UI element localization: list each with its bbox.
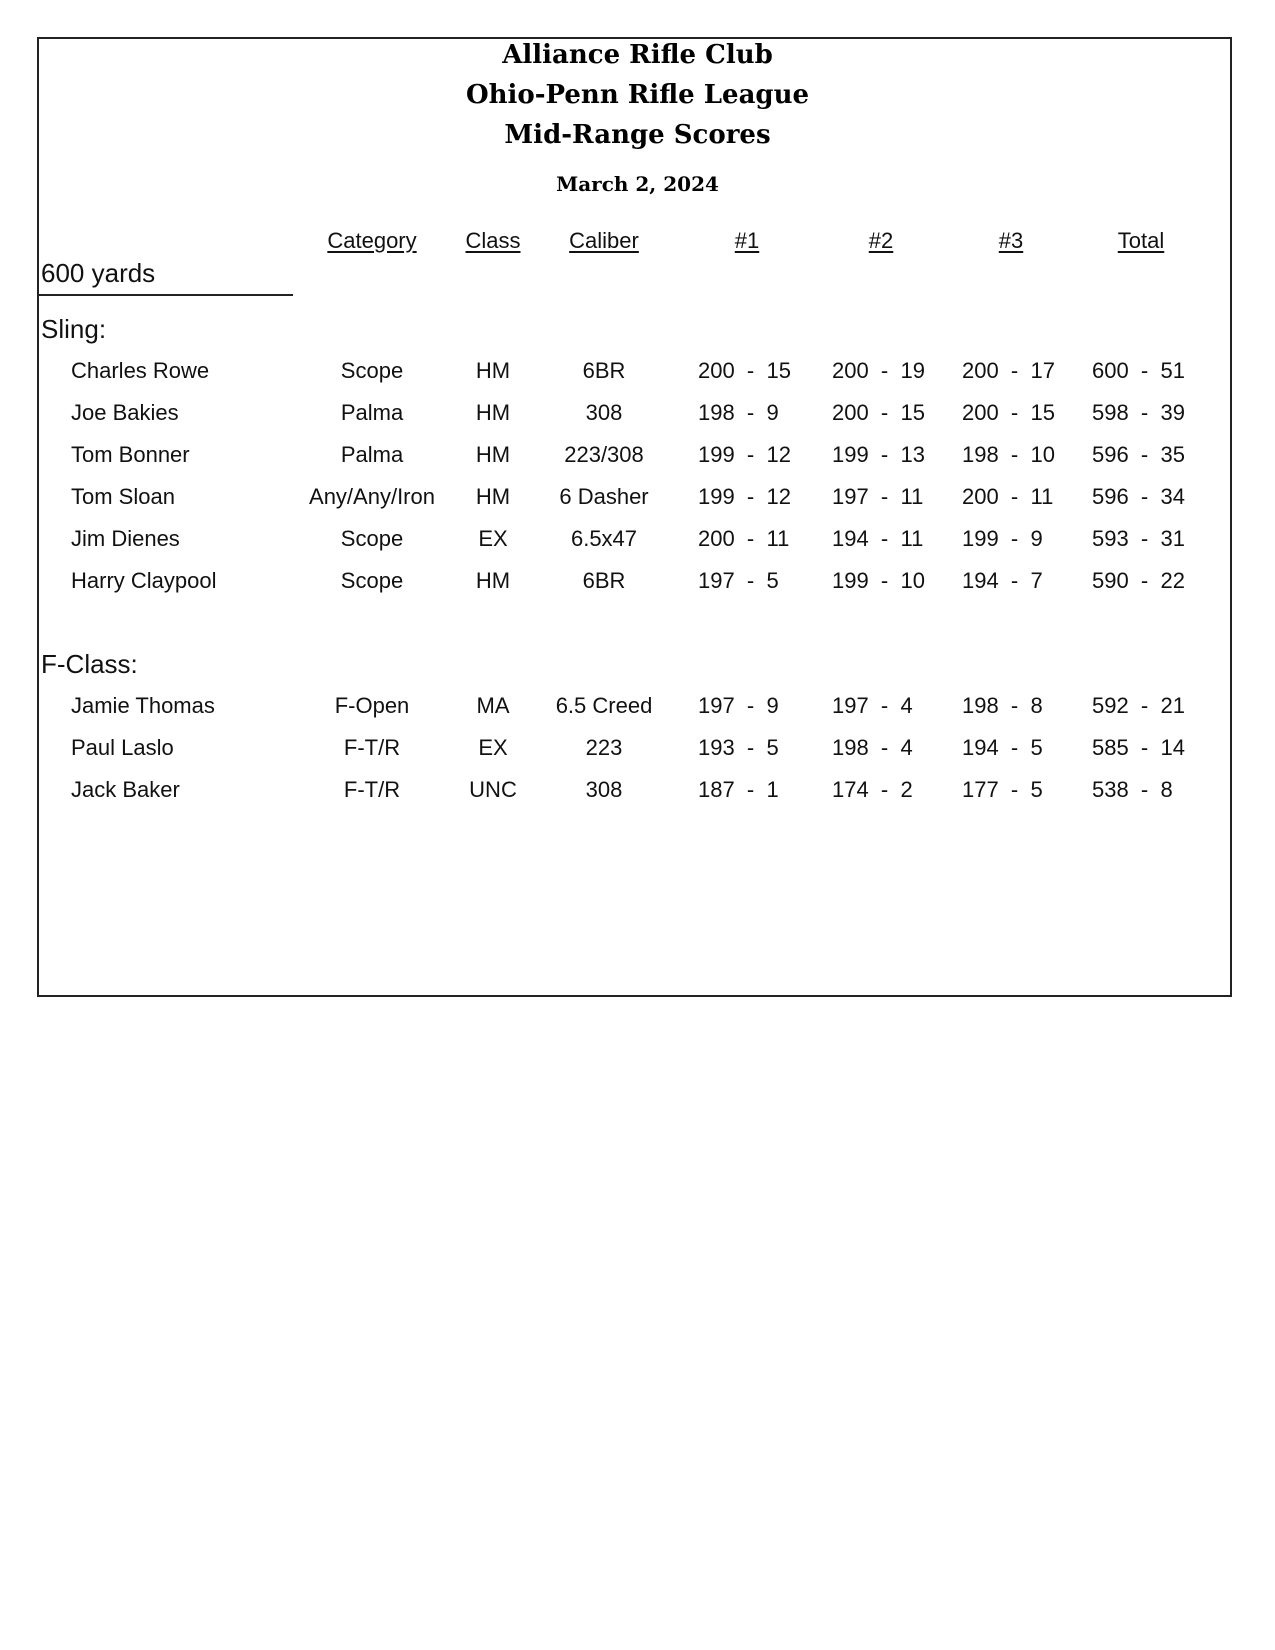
stage-1-score: 193 - 5 [698, 735, 779, 760]
stage-1-score: 200 - 11 [698, 526, 790, 551]
stage-2-score: 197 - 4 [832, 693, 913, 718]
stage-3-score: 200 - 11 [962, 484, 1054, 509]
league-title: Ohio-Penn Rifle League [465, 80, 810, 110]
distance-label: 600 yards [41, 258, 156, 288]
competitor-name: Tom Sloan [71, 484, 175, 509]
total-score: 600 - 51 [1092, 358, 1185, 383]
stage-1-score: 200 - 15 [698, 358, 791, 383]
stage-1-score: 199 - 12 [698, 484, 791, 509]
table-row [0, 526, 1275, 566]
total-score: 593 - 31 [1092, 526, 1185, 551]
category-cell: Scope [340, 358, 404, 383]
category-cell: F-T/R [343, 735, 401, 760]
caliber-cell: 6BR [582, 358, 626, 383]
stage-2-score: 198 - 4 [832, 735, 913, 760]
stage-2-score: 194 - 11 [832, 526, 924, 551]
caliber-cell: 6.5 Creed [555, 693, 653, 718]
competitor-name: Jim Dienes [71, 526, 180, 551]
column-header-stage-1: #1 [734, 228, 760, 253]
table-row [0, 442, 1275, 482]
competitor-name: Jamie Thomas [71, 693, 215, 718]
table-row [0, 693, 1275, 733]
category-cell: Palma [340, 442, 404, 467]
caliber-cell: 223 [585, 735, 623, 760]
competitor-name: Jack Baker [71, 777, 180, 802]
caliber-cell: 308 [585, 777, 623, 802]
category-cell: Scope [340, 526, 404, 551]
caliber-cell: 308 [585, 400, 623, 425]
competitor-name: Charles Rowe [71, 358, 210, 383]
caliber-cell: 6.5x47 [570, 526, 638, 551]
total-score: 585 - 14 [1092, 735, 1185, 760]
stage-2-score: 200 - 19 [832, 358, 925, 383]
class-cell: MA [476, 693, 510, 718]
stage-3-score: 194 - 7 [962, 568, 1043, 593]
stage-3-score: 199 - 9 [962, 526, 1043, 551]
class-cell: HM [475, 400, 511, 425]
class-cell: HM [475, 358, 511, 383]
column-header-total: Total [1117, 228, 1165, 253]
competitor-name: Paul Laslo [71, 735, 174, 760]
match-date: March 2, 2024 [556, 172, 719, 196]
class-cell: HM [475, 568, 511, 593]
section-label-sling: Sling: [41, 314, 107, 344]
table-row [0, 777, 1275, 817]
competitor-name: Joe Bakies [71, 400, 179, 425]
total-score: 538 - 8 [1092, 777, 1173, 802]
category-cell: Scope [340, 568, 404, 593]
total-score: 596 - 35 [1092, 442, 1185, 467]
stage-1-score: 197 - 9 [698, 693, 779, 718]
competitor-name: Tom Bonner [71, 442, 190, 467]
event-title: Mid-Range Scores [504, 120, 771, 150]
table-row [0, 735, 1275, 775]
column-header-caliber: Caliber [569, 228, 639, 253]
stage-3-score: 198 - 10 [962, 442, 1055, 467]
stage-2-score: 174 - 2 [832, 777, 913, 802]
stage-3-score: 194 - 5 [962, 735, 1043, 760]
category-cell: F-T/R [343, 777, 401, 802]
total-score: 598 - 39 [1092, 400, 1185, 425]
section-label-f-class: F-Class: [41, 649, 138, 679]
competitor-name: Harry Claypool [71, 568, 217, 593]
stage-3-score: 177 - 5 [962, 777, 1043, 802]
total-score: 592 - 21 [1092, 693, 1185, 718]
class-cell: EX [478, 735, 508, 760]
stage-3-score: 200 - 17 [962, 358, 1055, 383]
column-header-class: Class [465, 228, 521, 253]
category-cell: Any/Any/Iron [309, 484, 435, 509]
stage-1-score: 199 - 12 [698, 442, 791, 467]
total-score: 596 - 34 [1092, 484, 1185, 509]
table-row [0, 568, 1275, 608]
caliber-cell: 223/308 [564, 442, 644, 467]
stage-2-score: 199 - 10 [832, 568, 925, 593]
class-cell: UNC [469, 777, 517, 802]
class-cell: HM [475, 484, 511, 509]
total-score: 590 - 22 [1092, 568, 1185, 593]
category-cell: F-Open [334, 693, 410, 718]
class-cell: EX [478, 526, 508, 551]
stage-1-score: 187 - 1 [698, 777, 779, 802]
stage-3-score: 198 - 8 [962, 693, 1043, 718]
stage-1-score: 197 - 5 [698, 568, 779, 593]
column-header-stage-3: #3 [998, 228, 1024, 253]
column-header-category: Category [327, 228, 417, 253]
table-row [0, 400, 1275, 440]
table-row [0, 484, 1275, 524]
stage-2-score: 200 - 15 [832, 400, 925, 425]
stage-2-score: 197 - 11 [832, 484, 924, 509]
stage-2-score: 199 - 13 [832, 442, 925, 467]
class-cell: HM [475, 442, 511, 467]
table-row [0, 358, 1275, 398]
caliber-cell: 6BR [582, 568, 626, 593]
caliber-cell: 6 Dasher [559, 484, 649, 509]
stage-3-score: 200 - 15 [962, 400, 1055, 425]
column-header-stage-2: #2 [868, 228, 894, 253]
club-title: Alliance Rifle Club [502, 40, 773, 70]
stage-1-score: 198 - 9 [698, 400, 779, 425]
category-cell: Palma [340, 400, 404, 425]
distance-underline [39, 294, 293, 296]
